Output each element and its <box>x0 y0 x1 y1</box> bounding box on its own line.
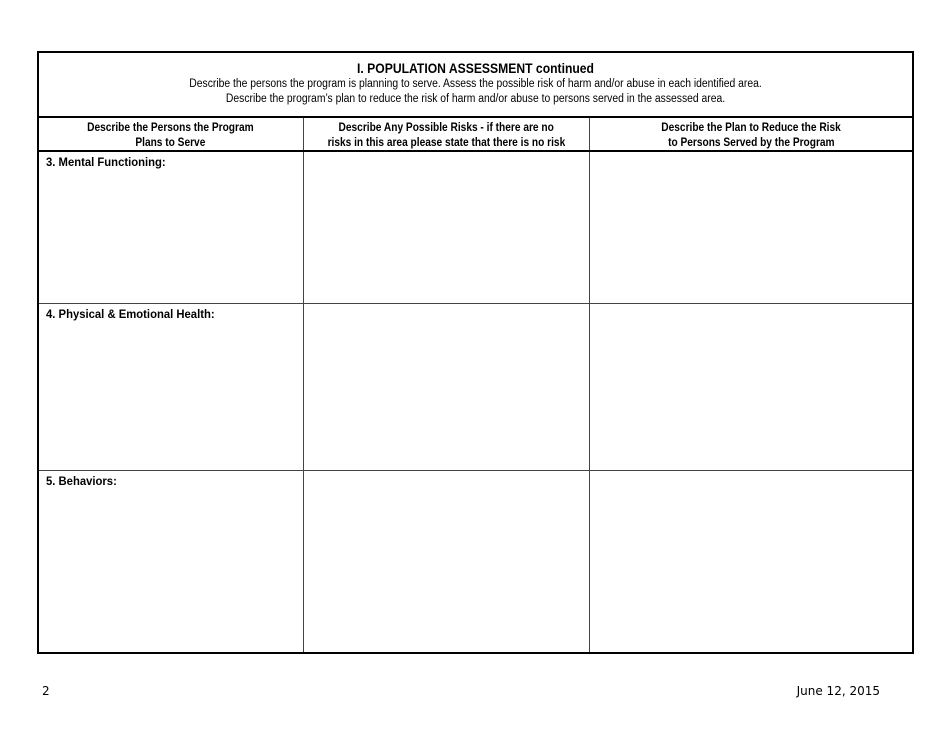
table-row <box>38 151 913 303</box>
row-label-behaviors[interactable]: 5. Behaviors: <box>38 470 303 653</box>
risk-entry-physical-emotional-health[interactable] <box>303 303 589 470</box>
row-label-physical-emotional-health[interactable]: 4. Physical & Emotional Health: <box>38 303 303 470</box>
column-header-plan: Describe the Plan to Reduce the Risk to Persons Served by the Program <box>589 117 913 151</box>
column-header-persons: Describe the Persons the Program Plans to Serve <box>38 117 303 151</box>
instruction-line-2: Describe the program’s plan to reduce the risk of harm and/or abuse to persons served in the assessed area. <box>225 93 726 105</box>
section-title: I. POPULATION ASSESSMENT continued <box>357 61 594 76</box>
plan-entry-mental-functioning[interactable] <box>589 151 913 303</box>
column-header-risks: Describe Any Possible Risks - if there are no risks in this area please state that there is no risk <box>303 117 589 151</box>
plan-entry-behaviors[interactable] <box>589 470 913 653</box>
row-label-mental-functioning[interactable]: 3. Mental Functioning: <box>38 151 303 303</box>
plan-entry-physical-emotional-health[interactable] <box>589 303 913 470</box>
section-header <box>38 52 913 117</box>
risk-entry-mental-functioning[interactable] <box>303 151 589 303</box>
document-date: June 12, 2015 <box>796 684 880 698</box>
page-number: 2 <box>42 684 50 698</box>
instruction-line-1: Describe the persons the program is planning to serve. Assess the possible risk of harm and/or abuse in each identified area. <box>189 78 762 90</box>
table-row <box>38 303 913 470</box>
risk-entry-behaviors[interactable] <box>303 470 589 653</box>
table-row <box>38 470 913 653</box>
population-assessment-table <box>37 51 914 654</box>
